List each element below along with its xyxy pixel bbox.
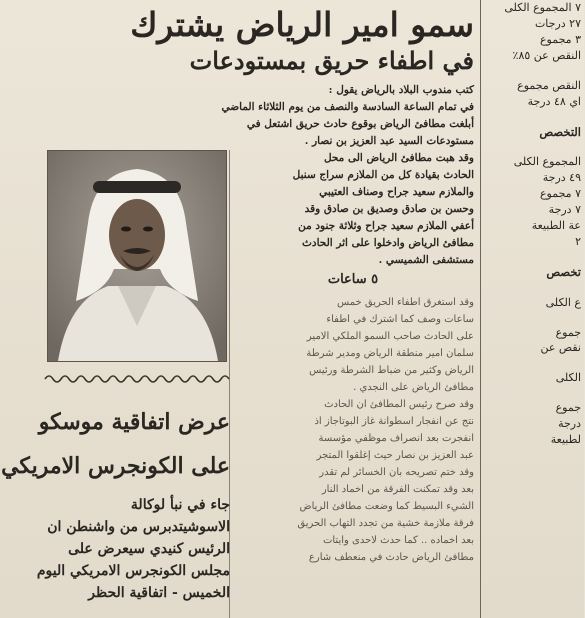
intro-line: أبلغت مطافئ الرياض بوقوع حادث حريق اشتعل في: [246, 118, 474, 130]
story-line: فرقة ملازمة خشية من تجدد التهاب الحريق: [297, 518, 474, 529]
article2-body: [36, 494, 230, 618]
portrait-photo: [47, 150, 227, 362]
right-column-line: الكلى: [555, 371, 581, 385]
article-story: [232, 150, 474, 618]
story-line: ساعات وصف كما اشترك في اطفاء: [326, 314, 474, 325]
spacer: [481, 110, 585, 124]
story-line: الحادث بقيادة كل من الملازم سراج سنبل: [292, 169, 474, 181]
spacer: [481, 64, 585, 78]
right-column-line: ٢: [575, 234, 581, 248]
story-line: الرياض وكثير من ضباط الشرطة ورئيس: [309, 365, 474, 376]
right-column-line: ٧ المجموع الكلى: [504, 1, 581, 14]
right-column-line: جموع: [555, 401, 581, 415]
story-line: أعفي الملازم سعيد جراح وثلاثة جنود من: [298, 220, 474, 232]
story-line: مستشفى الشميسي .: [378, 254, 474, 266]
story-line: مطافئ الرياض وادخلوا على اثر الحادث: [302, 237, 474, 249]
spacer: [481, 356, 585, 370]
story-line: مطافئ الرياض حادث في منعطف شارع: [308, 552, 474, 563]
wavy-divider: [45, 372, 228, 386]
spacer: [481, 250, 585, 264]
article2-line: مجلس الكونجرس الامريكي اليوم: [36, 563, 230, 579]
article2-headline: [1, 400, 230, 488]
right-column-line: درجة: [558, 417, 581, 431]
article2-headline-line: على الكونجرس الامريكي: [1, 453, 230, 479]
story-line: بعد اخماده .. كما حدث لاحدى وايتات: [322, 535, 474, 546]
story-line: والملازم سعيد جراح وصناف العتيبي: [319, 186, 474, 198]
story-line: وقد ختم تصريحه بان الخسائر لم تقدر: [319, 467, 474, 478]
right-column-line: جموع: [555, 325, 581, 339]
right-column-subhead: تخصص: [546, 264, 581, 279]
story-line: الشيء البسيط كما وضعت مطافئ الرياض: [299, 501, 474, 512]
section-heading: ٥ ساعات: [327, 272, 379, 287]
intro-line: في تمام الساعة السادسة والنصف من يوم الثلاثاء الماضي: [221, 101, 474, 113]
article2-line: الخميس - اتفاقية الحظر: [88, 585, 230, 601]
right-column-line: النقص مجموع: [517, 78, 581, 92]
portrait-illustration: [48, 151, 226, 361]
spacer: [481, 386, 585, 400]
story-line: سلمان امير منطقة الرياض ومدير شرطة: [306, 348, 474, 359]
story-line: وقد صرح رئيس المطافئ ان الحادث: [324, 399, 474, 410]
right-column-line: النقص عن ٨٥٪: [512, 48, 581, 62]
intro-line: مستودعات السيد عبد العزيز بن نصار .: [304, 135, 474, 147]
right-column-subhead: التخصص: [539, 124, 581, 139]
article-intro: [58, 82, 474, 148]
intro-line: كتب مندوب البلاد بالرياض يقول :: [328, 84, 474, 96]
story-line: وحسن بن صادق وصديق بن صادق وقد: [304, 203, 474, 215]
right-column-line: ٣ مجموع: [539, 32, 581, 46]
right-column-line: ٧ درجة: [548, 203, 581, 217]
story-line: على الحادث صاحب السمو الملكي الامير: [306, 331, 474, 342]
right-column-line: عة الطبيعة: [531, 219, 581, 233]
right-column-line: نقص عن: [540, 341, 581, 355]
right-column-line: لطبيعة: [550, 433, 581, 447]
story-line: مطافئ الرياض على النجدي .: [353, 382, 474, 393]
article2-line: جاء في نبأ لوكالة: [130, 497, 230, 513]
story-line: وقد هبت مطافئ الرياض الى محل: [323, 152, 474, 164]
right-column-line: ٤٩ درجة: [542, 171, 581, 185]
right-column-line: ٧ مجموع: [539, 187, 581, 201]
story-line: عبد العزيز بن نصار حيث إغلقوا المتجر: [316, 450, 474, 461]
right-column: [480, 0, 585, 618]
article2-headline-line: عرض اتفاقية موسكو: [38, 409, 230, 435]
spacer: [481, 281, 585, 295]
right-column-line: اي ٤٨ درجة: [527, 94, 581, 108]
right-column-line: ٢٧ درجات: [534, 16, 581, 30]
story-line: انفجرت بعد انصراف موظفي مؤسسة: [318, 433, 474, 444]
right-column-line: ع الكلى: [545, 295, 581, 309]
article-headline: سمو امير الرياض يشترك: [130, 5, 474, 44]
right-column-line: المجموع الكلى: [513, 155, 581, 169]
article2-line: الرئيس كنيدي سيعرض على: [68, 541, 230, 557]
story-line: بعد وقد تمكنت الفرقة من اخماد النار: [321, 484, 474, 495]
article-subheadline: في اطفاء حريق بمستودعات: [189, 46, 474, 75]
spacer: [481, 140, 585, 154]
story-line: نتج عن انفجار اسطوانة غاز البوتاجاز اذ: [314, 416, 474, 427]
article2-line: الاسوشيتدبرس من واشنطن ان: [47, 519, 230, 535]
spacer: [481, 311, 585, 325]
story-line: وقد استغرق اطفاء الحريق خمس: [336, 297, 474, 308]
